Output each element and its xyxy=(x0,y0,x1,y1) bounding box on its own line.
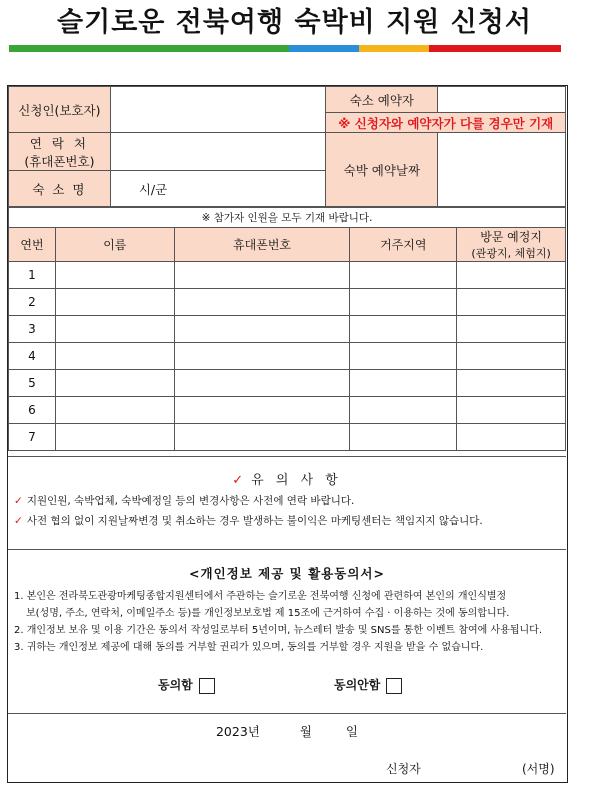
color-bar xyxy=(9,45,561,52)
date-year: 2023년 xyxy=(215,724,260,739)
color-bar-green xyxy=(9,45,289,52)
phone-cell[interactable] xyxy=(174,397,350,424)
row-number: 6 xyxy=(9,397,56,424)
col-visit xyxy=(457,228,566,262)
table-row xyxy=(9,397,566,424)
visit-cell[interactable] xyxy=(457,262,566,289)
privacy-item-1b: 보(성명, 주소, 연락처, 이메일주소 등)를 개인정보보호법 제 15조에 근거하여 수집 · 이용하는 것에 동의합니다. xyxy=(26,608,510,619)
disagree-option[interactable] xyxy=(334,676,402,694)
phone-cell[interactable] xyxy=(174,424,350,451)
privacy-item-3: 3. 귀하는 개인정보 제공에 대해 동의를 거부할 권리가 있으며, 동의를 거부할 경우 지원을 받을 수 없습니다. xyxy=(14,642,484,653)
privacy-section xyxy=(8,548,566,714)
color-bar-red xyxy=(429,45,561,52)
row-number: 7 xyxy=(9,424,56,451)
privacy-item-1 xyxy=(14,588,560,656)
table-row xyxy=(9,424,566,451)
visit-cell[interactable] xyxy=(457,316,566,343)
disagree-label: 동의안함 xyxy=(334,678,381,692)
caution-title-text: 유 의 사 항 xyxy=(251,473,342,488)
region-cell[interactable] xyxy=(350,424,457,451)
contact-label-main: 연 락 처 xyxy=(29,135,89,151)
check-icon: ✓ xyxy=(14,495,23,507)
date-month: 월 xyxy=(299,724,312,739)
caution-line-2 xyxy=(14,513,566,528)
name-cell[interactable] xyxy=(55,262,174,289)
col-visit-sub: (관광지, 체험지) xyxy=(471,247,551,260)
table-row xyxy=(9,289,566,316)
applicant-field[interactable] xyxy=(110,87,326,133)
region-cell[interactable] xyxy=(350,343,457,370)
table-row xyxy=(9,343,566,370)
caution-line-1 xyxy=(14,493,566,508)
table-row xyxy=(9,262,566,289)
name-cell[interactable] xyxy=(55,370,174,397)
agree-label: 동의함 xyxy=(158,678,193,692)
contact-label-sub: (휴대폰번호) xyxy=(24,153,95,169)
region-cell[interactable] xyxy=(350,397,457,424)
check-icon: ✓ xyxy=(232,473,248,488)
region-cell[interactable] xyxy=(350,316,457,343)
date-day: 일 xyxy=(345,724,358,739)
lodging-field[interactable]: 시/군 xyxy=(110,171,326,207)
participants-note-text: ※ 참가자 인원을 모두 기재 바랍니다. xyxy=(201,212,373,224)
reserve-date-label: 숙박 예약날짜 xyxy=(326,133,438,207)
participants-table xyxy=(8,207,566,451)
application-form xyxy=(7,85,568,783)
region-cell[interactable] xyxy=(350,289,457,316)
name-cell[interactable] xyxy=(55,289,174,316)
reserver-field[interactable] xyxy=(438,87,566,113)
visit-cell[interactable] xyxy=(457,289,566,316)
reserver-label: 숙소 예약자 xyxy=(326,87,438,113)
caution-line-2-text: 사전 협의 없이 지원날짜변경 및 취소하는 경우 발생하는 불이익은 마케팅센터는 책임지지 않습니다. xyxy=(26,515,483,527)
caution-line-1-text: 지원인원, 숙박업체, 숙박예정일 등의 변경사항은 사전에 연락 바랍니다. xyxy=(26,495,355,507)
visit-cell[interactable] xyxy=(457,343,566,370)
privacy-item-1a: 1. 본인은 전라북도관광마케팅종합지원센터에서 주관하는 슬기로운 전북여행 신청에 관련하여 본인의 개인식별정 xyxy=(14,591,507,602)
date-line xyxy=(8,722,566,740)
color-bar-blue xyxy=(289,45,359,52)
page-title: 슬기로운 전북여행 숙박비 지원 신청서 xyxy=(57,7,532,38)
reserver-note: ※ 신청자와 예약자가 다를 경우만 기재 xyxy=(326,113,566,133)
table-row xyxy=(9,370,566,397)
caution-section xyxy=(8,456,566,550)
privacy-item-2: 2. 개인정보 보유 및 이용 기간은 동의서 작성일로부터 5년이며, 뉴스레터 발송 및 SNS를 통한 이벤트 참여에 사용됩니다. xyxy=(14,625,542,636)
col-region: 거주지역 xyxy=(350,228,457,262)
signature-label: (서명) xyxy=(522,762,555,776)
visit-cell[interactable] xyxy=(457,424,566,451)
caution-title xyxy=(8,469,566,488)
agree-checkbox[interactable] xyxy=(199,678,215,694)
col-name: 이름 xyxy=(55,228,174,262)
col-visit-main: 방문 예정지 xyxy=(480,230,542,244)
applicant-label: 신청인(보호자) xyxy=(9,87,111,133)
name-cell[interactable] xyxy=(55,397,174,424)
applicant-info-table xyxy=(8,86,566,207)
row-number: 2 xyxy=(9,289,56,316)
region-cell[interactable] xyxy=(350,262,457,289)
participants-note xyxy=(9,208,566,228)
region-cell[interactable] xyxy=(350,370,457,397)
name-cell[interactable] xyxy=(55,343,174,370)
row-number: 4 xyxy=(9,343,56,370)
applicant-sign-label: 신청자 xyxy=(386,762,421,776)
privacy-title: <개인정보 제공 및 활용동의서> xyxy=(189,566,385,581)
visit-cell[interactable] xyxy=(457,397,566,424)
table-row xyxy=(9,316,566,343)
row-number: 1 xyxy=(9,262,56,289)
name-cell[interactable] xyxy=(55,316,174,343)
name-cell[interactable] xyxy=(55,424,174,451)
phone-cell[interactable] xyxy=(174,289,350,316)
agree-option[interactable] xyxy=(158,676,215,694)
phone-cell[interactable] xyxy=(174,343,350,370)
contact-label xyxy=(9,133,111,171)
phone-cell[interactable] xyxy=(174,370,350,397)
row-number: 5 xyxy=(9,370,56,397)
disagree-checkbox[interactable] xyxy=(386,678,402,694)
row-number: 3 xyxy=(9,316,56,343)
contact-field[interactable] xyxy=(110,133,326,171)
phone-cell[interactable] xyxy=(174,316,350,343)
visit-cell[interactable] xyxy=(457,370,566,397)
color-bar-yellow xyxy=(359,45,429,52)
reserve-date-field[interactable] xyxy=(438,133,566,207)
col-phone: 휴대폰번호 xyxy=(174,228,350,262)
check-icon: ✓ xyxy=(14,515,23,527)
phone-cell[interactable] xyxy=(174,262,350,289)
col-no: 연번 xyxy=(9,228,56,262)
lodging-label: 숙 소 명 xyxy=(9,171,111,207)
